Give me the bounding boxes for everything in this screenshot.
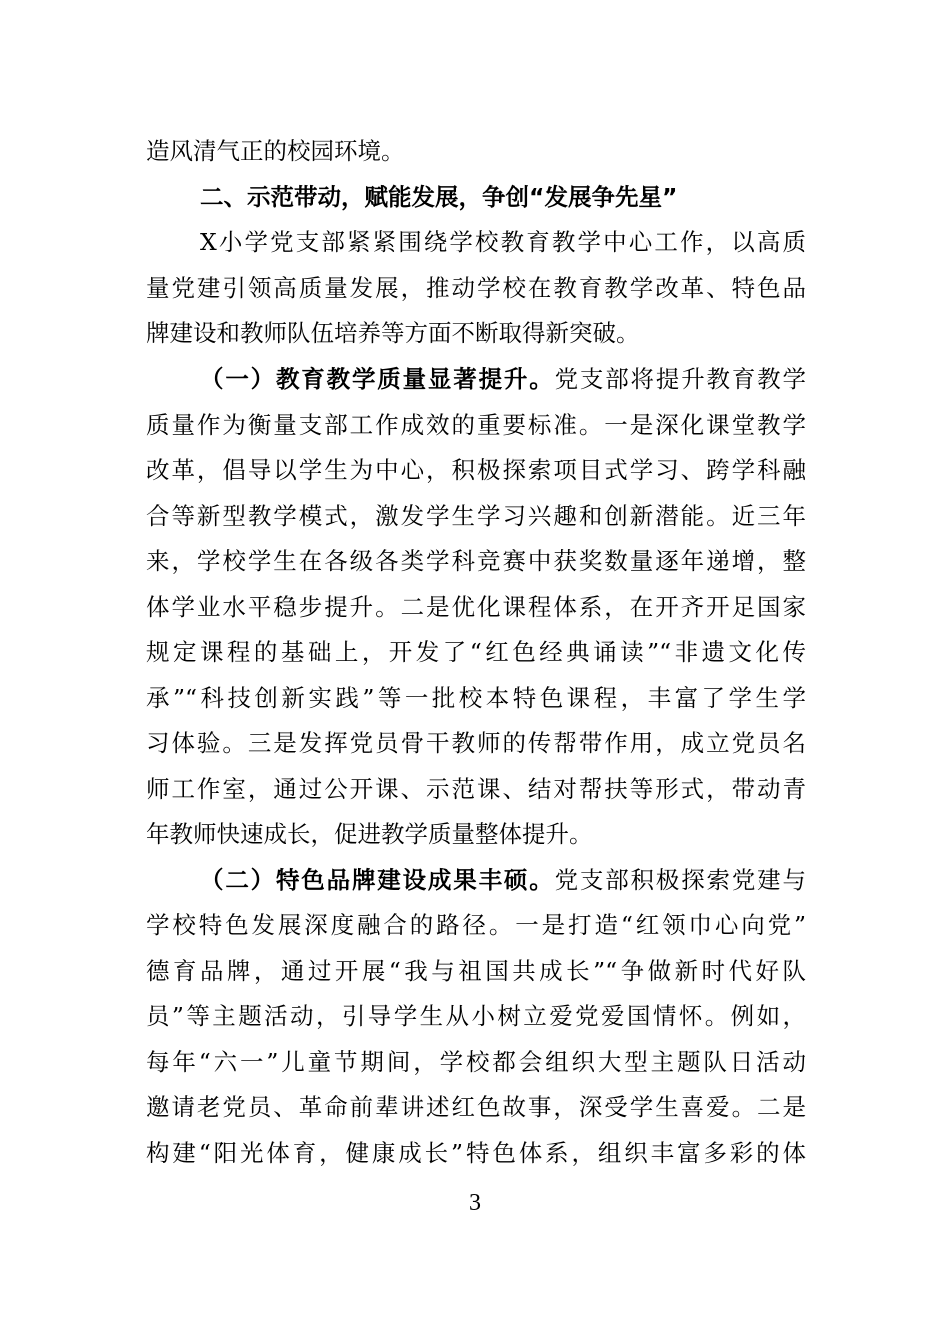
paragraph-text: 党支部将提升教育教学 <box>554 365 807 393</box>
paragraph-line: 牌建设和教师队伍培养等方面不断取得新突破。 <box>146 319 640 347</box>
paragraph-line: X小学党支部紧紧围绕学校教育教学中心工作，以高质 <box>200 228 806 256</box>
paragraph-line: 质量作为衡量支部工作成效的重要标准。一是深化课堂教学 <box>146 411 806 439</box>
paragraph-line: 造风清气正的校园环境。 <box>146 137 405 165</box>
subsection-heading: （二）特色品牌建设成果丰硕。 <box>200 866 555 894</box>
paragraph-line: 德育品牌，通过开展“我与祖国共成长”“争做新时代好队 <box>146 957 806 985</box>
paragraph-line: 年教师快速成长，促进教学质量整体提升。 <box>146 820 593 848</box>
subsection-heading: （一）教育教学质量显著提升。 <box>200 365 555 393</box>
paragraph-line: 规定课程的基础上，开发了“红色经典诵读”“非遗文化传 <box>146 638 806 666</box>
paragraph-line: 习体验。三是发挥党员骨干教师的传帮带作用，成立党员名 <box>146 729 806 757</box>
paragraph-line: 构建“阳光体育，健康成长”特色体系，组织丰富多彩的体 <box>146 1139 806 1167</box>
paragraph-line: 体学业水平稳步提升。二是优化课程体系，在开齐开足国家 <box>146 593 806 621</box>
paragraph-line: 学校特色发展深度融合的路径。一是打造“红领巾心向党” <box>146 911 806 939</box>
paragraph-line: 来，学校学生在各级各类学科竞赛中获奖数量逐年递增，整 <box>146 547 806 575</box>
paragraph-line: 邀请老党员、革命前辈讲述红色故事，深受学生喜爱。二是 <box>146 1093 806 1121</box>
paragraph-line: 量党建引领高质量发展，推动学校在教育教学改革、特色品 <box>146 274 806 302</box>
paragraph-line: 每年“六一”儿童节期间，学校都会组织大型主题队日活动 <box>146 1048 806 1076</box>
subsection-line <box>200 857 806 903</box>
section-heading: 二、示范带动，赋能发展，争创“发展争先星” <box>200 183 678 211</box>
paragraph-text: 党支部积极探索党建与 <box>554 866 807 894</box>
paragraph-line: 合等新型教学模式，激发学生学习兴趣和创新潜能。近三年 <box>146 502 806 530</box>
paragraph-line: 师工作室，通过公开课、示范课、结对帮扶等形式，带动青 <box>146 775 806 803</box>
page-number: 3 <box>469 1190 481 1216</box>
paragraph-line: 员”等主题活动，引导学生从小树立爱党爱国情怀。例如， <box>146 1002 806 1030</box>
subsection-line <box>200 356 806 402</box>
paragraph-line: 改革，倡导以学生为中心，积极探索项目式学习、跨学科融 <box>146 456 806 484</box>
paragraph-line: 承”“科技创新实践”等一批校本特色课程，丰富了学生学 <box>146 684 806 712</box>
